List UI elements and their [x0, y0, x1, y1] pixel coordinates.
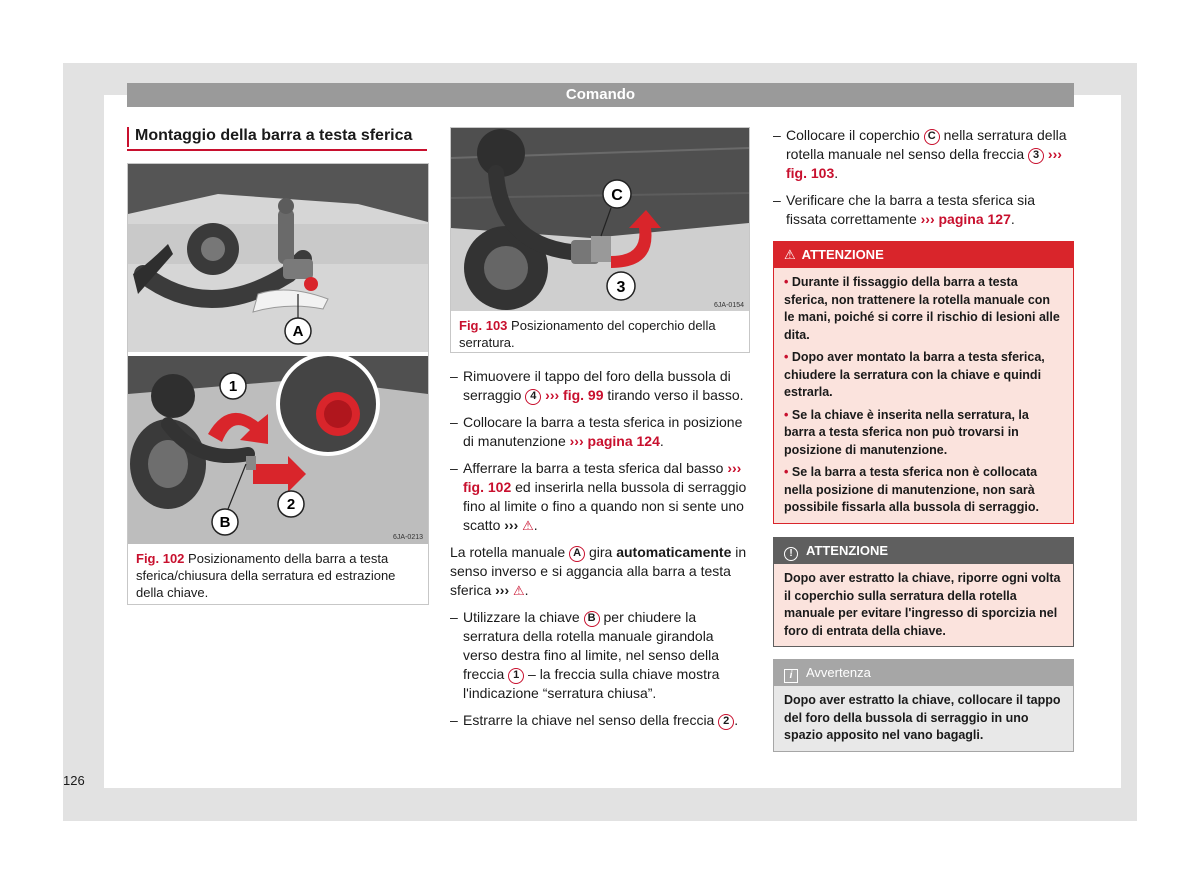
warning-item — [784, 464, 1063, 517]
figure-102-number: Fig. 102 — [136, 551, 185, 566]
rstep2-text-end: . — [1010, 211, 1015, 227]
page-number: 126 — [63, 773, 85, 788]
figure-103 — [450, 127, 750, 353]
badge-1: 1 — [508, 668, 524, 684]
ref-pagina-127[interactable]: ››› pagina 127 — [920, 211, 1011, 227]
warning-ref-arrows[interactable]: ››› — [504, 517, 519, 533]
step-place-cover — [773, 126, 1073, 183]
figure-103-caption — [451, 311, 749, 357]
rstep1-text: Collocare il coperchio — [786, 127, 920, 143]
badge-a: A — [569, 546, 585, 562]
badge-b: B — [584, 611, 600, 627]
section-title-rule — [127, 149, 427, 151]
fig103-label-3: 3 — [616, 279, 626, 296]
step-remove-plug — [450, 367, 750, 405]
warning-triangle-icon: ⚠ — [513, 583, 525, 598]
caution-box-title: ATTENZIONE — [806, 543, 889, 558]
para-text-post: in senso inverso e si aggancia alla barra a testa sferica — [450, 544, 747, 598]
warning-box-header — [774, 242, 1073, 268]
warning-ref-arrows-2[interactable]: ››› — [495, 582, 510, 598]
step-verify — [773, 191, 1073, 229]
para-text: La rotella manuale — [450, 544, 566, 560]
step2-text: Collocare la barra a testa sferica in posizione di manutenzione — [463, 414, 743, 449]
instructions-middle — [450, 367, 750, 738]
badge-3: 3 — [1028, 148, 1044, 164]
para-text-mid: gira — [588, 544, 613, 560]
fig102-label-1: 1 — [228, 378, 238, 395]
para-text-end: . — [524, 582, 529, 598]
step2-text-end: . — [659, 433, 664, 449]
bullet-icon: • — [784, 465, 789, 479]
caution-box-header — [774, 538, 1073, 564]
para-bold: automaticamente — [616, 544, 732, 560]
step-insert-bar — [450, 459, 750, 535]
step3-text: Afferrare la barra a testa sferica dal basso — [463, 460, 724, 476]
fig102-label-b: B — [219, 514, 231, 531]
figure-103-number: Fig. 103 — [459, 318, 508, 333]
step-remove-key — [450, 711, 750, 730]
figure-102-caption — [128, 544, 428, 607]
step5-text: Estrarre la chiave nel senso della freccia — [463, 712, 715, 728]
note-box-header — [774, 660, 1073, 686]
warning-item-text: Se la chiave è inserita nella serratura, la barra a testa sferica non può trovarsi in posizione di manutenzione. — [784, 407, 1029, 457]
step3-text-end: . — [533, 517, 538, 533]
ref-fig-103[interactable]: ››› fig. 103 — [786, 146, 1062, 181]
instructions-right — [773, 126, 1073, 237]
step5-text-end: . — [734, 712, 739, 728]
badge-4: 4 — [525, 389, 541, 405]
bullet-icon: • — [784, 407, 789, 422]
ref-fig-102[interactable]: ››› fig. 102 — [463, 460, 742, 495]
badge-c: C — [924, 129, 940, 145]
rstep1-text-end: . — [834, 165, 839, 181]
chapter-header: Comando — [127, 83, 1074, 107]
warning-triangle-icon: ⚠ — [522, 518, 534, 533]
caution-box-body: Dopo aver estratto la chiave, riporre ogni volta il coperchio sulla serratura della rotella manuale per evitare l'ingresso di sporcizia nel foro di entrata della chiave. — [774, 564, 1073, 646]
warning-box — [773, 241, 1074, 524]
fig102-label-2: 2 — [286, 496, 296, 513]
paragraph-hand-wheel — [450, 543, 750, 600]
bullet-icon: • — [784, 275, 789, 289]
step3-text-mid: ed inserirla nella bussola di serraggio fino al limite o fino a quando non si sente uno scatto — [463, 479, 747, 533]
note-box — [773, 659, 1074, 752]
rstep2-text: Verificare che la barra a testa sferica sia fissata correttamente — [786, 192, 1036, 227]
warning-item-text: Se la barra a testa sferica non è collocata nella posizione di manutenzione, non sarà possibile fissarla alla bussola di serraggio. — [784, 465, 1039, 514]
note-box-title: Avvertenza — [806, 665, 871, 680]
warning-item — [784, 349, 1063, 402]
figure-102 — [127, 163, 429, 605]
badge-2: 2 — [718, 714, 734, 730]
figure-103-caption-text: Posizionamento del coperchio della serratura. — [459, 318, 716, 350]
step1-text: Rimuovere il tappo del foro della bussola di serraggio — [463, 368, 731, 403]
exclamation-circle-icon: ! — [784, 547, 798, 561]
fig103-label-c: C — [611, 187, 623, 204]
warning-box-title: ATTENZIONE — [801, 247, 884, 262]
step4-text-mid: per chiudere la serratura della rotella manuale girandola verso destra fino al limite, nel senso della freccia — [463, 609, 720, 682]
step4-text-end: – la freccia sulla chiave mostra l'indicazione “serratura chiusa”. — [463, 666, 720, 701]
warning-item-text: Durante il fissaggio della barra a testa sferica, non trattenere la rotella manuale con le mani, poiché si corre il rischio di lesioni alle dita. — [784, 275, 1060, 342]
step-maintenance-position — [450, 413, 750, 451]
ref-pagina-124[interactable]: ››› pagina 124 — [569, 433, 660, 449]
fig103-code: 6JA-0154 — [714, 302, 744, 309]
caution-box — [773, 537, 1074, 647]
ref-fig-99[interactable]: ››› fig. 99 — [545, 387, 604, 403]
info-icon: i — [784, 669, 798, 683]
figure-103-illustration — [451, 128, 749, 311]
section-title: Montaggio della barra a testa sferica — [135, 127, 413, 144]
note-box-body: Dopo aver estratto la chiave, collocare il tappo del foro della bussola di serraggio in uno spazio apposito nel vano bagagli. — [774, 686, 1073, 751]
warning-item — [784, 407, 1063, 460]
step-lock-key — [450, 608, 750, 703]
step4-text: Utilizzare la chiave — [463, 609, 580, 625]
rstep1-text-mid: nella serratura della rotella manuale nel senso della freccia — [786, 127, 1067, 162]
warning-item-text: Dopo aver montato la barra a testa sferica, chiudere la serratura con la chiave e quindi estrarla. — [784, 350, 1045, 399]
fig102-code: 6JA-0213 — [393, 534, 423, 541]
warning-item — [784, 274, 1063, 344]
warning-box-body — [774, 268, 1073, 523]
figure-102-illustration — [128, 164, 428, 544]
warning-triangle-icon: ⚠ — [784, 247, 796, 262]
bullet-icon: • — [784, 350, 789, 364]
step1-text-end: tirando verso il basso. — [607, 387, 744, 403]
figure-102-caption-text: Posizionamento della barra a testa sferica/chiusura della serratura ed estrazione della chiave. — [136, 551, 396, 600]
fig102-label-a: A — [292, 323, 304, 340]
